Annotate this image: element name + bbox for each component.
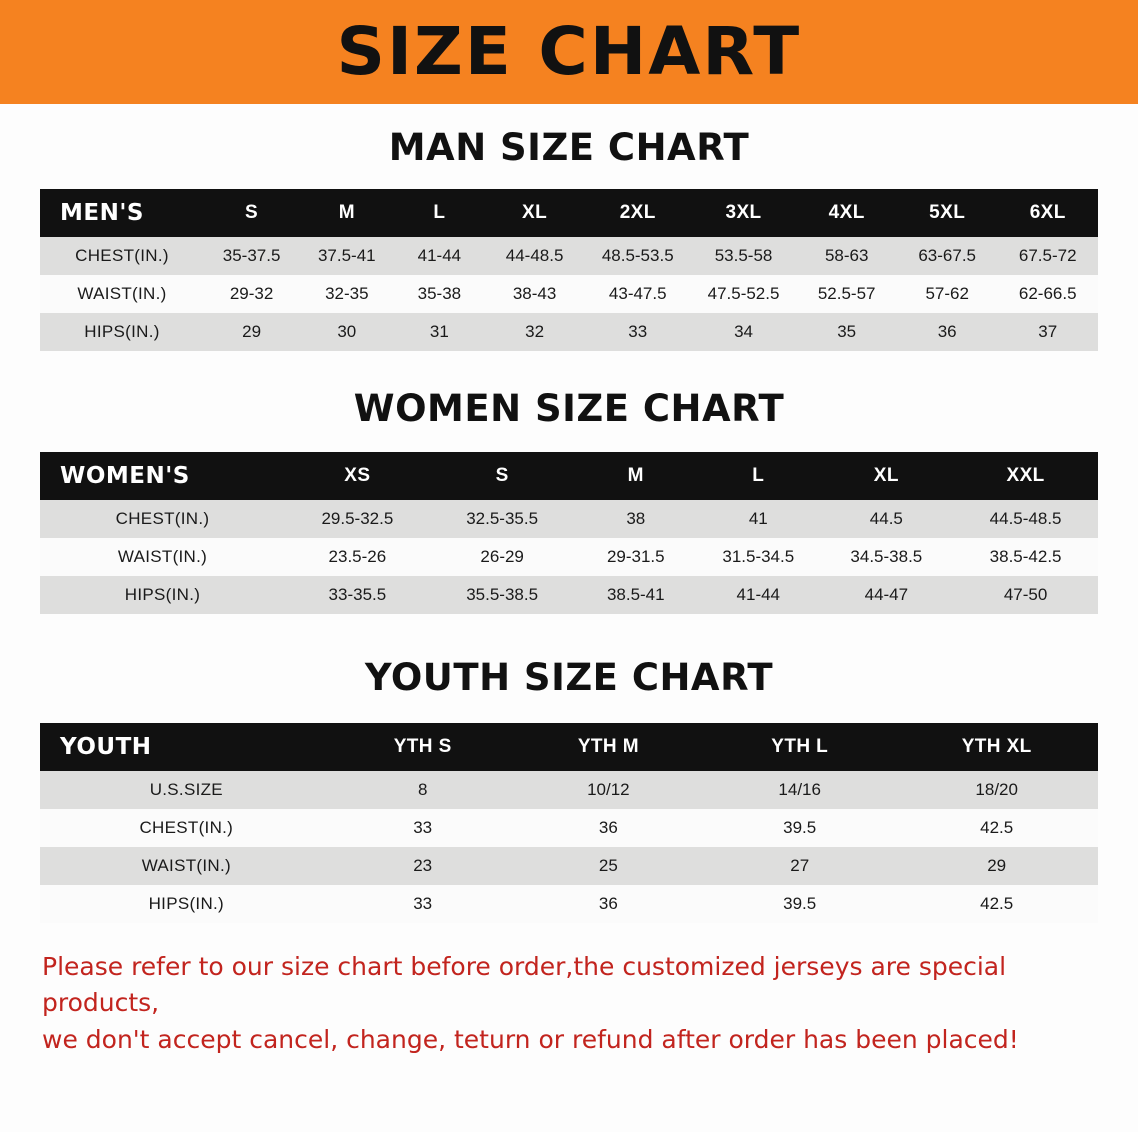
table-cell: 32 bbox=[525, 322, 545, 341]
table-cell: 30 bbox=[337, 322, 357, 341]
table-cell: 35-37.5 bbox=[222, 246, 281, 265]
table-cell: 35 bbox=[837, 322, 857, 341]
table-cell: 62-66.5 bbox=[1018, 284, 1077, 303]
table-cell: 36 bbox=[598, 818, 618, 837]
women-header-label: WOMEN'S bbox=[60, 463, 190, 489]
table-cell: 42.5 bbox=[980, 894, 1014, 913]
table-row bbox=[40, 313, 1098, 351]
table-row bbox=[40, 275, 1098, 313]
youth-row-label-chest: CHEST(IN.) bbox=[139, 818, 234, 837]
youth-header-xl: YTH XL bbox=[961, 736, 1032, 757]
table-cell: 33 bbox=[413, 818, 433, 837]
youth-row-label-waist: WAIST(IN.) bbox=[141, 856, 231, 875]
table-cell: 29-31.5 bbox=[606, 547, 665, 566]
table-cell: 33 bbox=[628, 322, 648, 341]
policy-note bbox=[42, 949, 1096, 1058]
table-row bbox=[40, 809, 1098, 847]
men-row-label-chest: CHEST(IN.) bbox=[75, 246, 169, 265]
youth-section-title: YOUTH SIZE CHART bbox=[364, 656, 774, 699]
table-cell: 47.5-52.5 bbox=[707, 284, 780, 303]
women-row-label-chest: CHEST(IN.) bbox=[115, 509, 210, 528]
men-size-table bbox=[40, 189, 1098, 351]
table-cell: 38 bbox=[626, 509, 646, 528]
table-cell: 35.5-38.5 bbox=[466, 585, 539, 604]
table-cell: 35-38 bbox=[417, 284, 462, 303]
men-row-label-waist: WAIST(IN.) bbox=[77, 284, 167, 303]
banner bbox=[0, 0, 1138, 104]
men-header-6xl: 6XL bbox=[1029, 202, 1066, 223]
table-cell: 47-50 bbox=[1003, 585, 1048, 604]
table-cell: 39.5 bbox=[783, 894, 817, 913]
men-header-m: M bbox=[338, 202, 355, 223]
table-cell: 33-35.5 bbox=[328, 585, 387, 604]
youth-header-l: YTH L bbox=[771, 736, 829, 757]
table-cell: 44-47 bbox=[864, 585, 909, 604]
table-row bbox=[40, 576, 1098, 614]
table-cell: 29 bbox=[987, 856, 1007, 875]
table-row bbox=[40, 847, 1098, 885]
youth-header-m: YTH M bbox=[577, 736, 639, 757]
table-header-row bbox=[40, 723, 1098, 771]
table-cell: 57-62 bbox=[925, 284, 969, 303]
youth-table-wrapper bbox=[0, 723, 1138, 923]
table-header-row bbox=[40, 189, 1098, 237]
table-cell: 36 bbox=[598, 894, 618, 913]
women-header-xs: XS bbox=[344, 465, 371, 486]
table-cell: 58-63 bbox=[824, 246, 869, 265]
men-header-5xl: 5XL bbox=[929, 202, 966, 223]
youth-row-label-hips: HIPS(IN.) bbox=[148, 894, 225, 913]
women-header-xl: XL bbox=[873, 465, 899, 486]
youth-header-label: YOUTH bbox=[60, 734, 152, 760]
policy-note-line-1: Please refer to our size chart before order,the customized jerseys are special products, bbox=[42, 952, 1007, 1018]
table-cell: 33 bbox=[413, 894, 433, 913]
table-cell: 39.5 bbox=[783, 818, 817, 837]
policy-note-line-2: we don't accept cancel, change, teturn or refund after order has been placed! bbox=[42, 1024, 1019, 1054]
table-cell: 52.5-57 bbox=[817, 284, 876, 303]
table-cell: 38.5-41 bbox=[606, 585, 665, 604]
men-header-4xl: 4XL bbox=[828, 202, 865, 223]
table-row bbox=[40, 237, 1098, 275]
table-cell: 23.5-26 bbox=[328, 547, 387, 566]
table-cell: 41-44 bbox=[736, 585, 781, 604]
table-cell: 38.5-42.5 bbox=[989, 547, 1062, 566]
men-header-3xl: 3XL bbox=[725, 202, 762, 223]
men-header-xl: XL bbox=[522, 202, 548, 223]
table-cell: 37 bbox=[1038, 322, 1058, 341]
table-cell: 27 bbox=[790, 856, 810, 875]
man-table-wrapper bbox=[0, 189, 1138, 351]
banner-title: SIZE CHART bbox=[336, 13, 802, 90]
table-cell: 44-48.5 bbox=[505, 246, 564, 265]
women-table-wrapper bbox=[0, 452, 1138, 614]
men-header-2xl: 2XL bbox=[619, 202, 656, 223]
table-cell: 53.5-58 bbox=[714, 246, 773, 265]
table-cell: 41 bbox=[748, 509, 768, 528]
table-cell: 10/12 bbox=[587, 780, 630, 799]
table-cell: 36 bbox=[937, 322, 957, 341]
women-size-table bbox=[40, 452, 1098, 614]
table-cell: 29.5-32.5 bbox=[321, 509, 394, 528]
table-row bbox=[40, 885, 1098, 923]
table-cell: 67.5-72 bbox=[1018, 246, 1077, 265]
youth-size-table bbox=[40, 723, 1098, 923]
women-header-xxl: XXL bbox=[1006, 465, 1045, 486]
table-cell: 29 bbox=[242, 322, 262, 341]
table-cell: 43-47.5 bbox=[608, 284, 667, 303]
table-cell: 41-44 bbox=[417, 246, 462, 265]
table-cell: 44.5 bbox=[869, 509, 903, 528]
table-cell: 42.5 bbox=[980, 818, 1014, 837]
women-header-l: L bbox=[752, 465, 765, 486]
table-cell: 8 bbox=[417, 780, 428, 799]
women-header-m: M bbox=[627, 465, 644, 486]
women-row-label-waist: WAIST(IN.) bbox=[117, 547, 208, 566]
table-cell: 31.5-34.5 bbox=[722, 547, 795, 566]
table-cell: 29-32 bbox=[229, 284, 274, 303]
table-row bbox=[40, 500, 1098, 538]
man-section-title: MAN SIZE CHART bbox=[388, 126, 750, 169]
women-header-s: S bbox=[495, 465, 509, 486]
table-row bbox=[40, 538, 1098, 576]
table-row bbox=[40, 771, 1098, 809]
table-cell: 63-67.5 bbox=[918, 246, 977, 265]
table-cell: 32.5-35.5 bbox=[466, 509, 539, 528]
table-cell: 44.5-48.5 bbox=[989, 509, 1062, 528]
table-cell: 32-35 bbox=[325, 284, 369, 303]
table-cell: 25 bbox=[598, 856, 618, 875]
men-header-s: S bbox=[245, 202, 259, 223]
women-section-title: WOMEN SIZE CHART bbox=[353, 387, 785, 430]
women-row-label-hips: HIPS(IN.) bbox=[124, 585, 201, 604]
youth-row-label-ussize: U.S.SIZE bbox=[149, 780, 223, 799]
men-header-label: MEN'S bbox=[60, 200, 144, 226]
table-cell: 34.5-38.5 bbox=[850, 547, 923, 566]
table-cell: 37.5-41 bbox=[317, 246, 376, 265]
table-cell: 23 bbox=[413, 856, 433, 875]
table-cell: 14/16 bbox=[778, 780, 821, 799]
table-cell: 31 bbox=[429, 322, 449, 341]
men-header-l: L bbox=[433, 202, 446, 223]
table-header-row bbox=[40, 452, 1098, 500]
youth-header-s: YTH S bbox=[393, 736, 452, 757]
table-cell: 38-43 bbox=[512, 284, 557, 303]
table-cell: 26-29 bbox=[480, 547, 524, 566]
table-cell: 34 bbox=[734, 322, 753, 341]
men-row-label-hips: HIPS(IN.) bbox=[84, 322, 160, 341]
table-cell: 18/20 bbox=[975, 780, 1018, 799]
table-cell: 48.5-53.5 bbox=[601, 246, 674, 265]
